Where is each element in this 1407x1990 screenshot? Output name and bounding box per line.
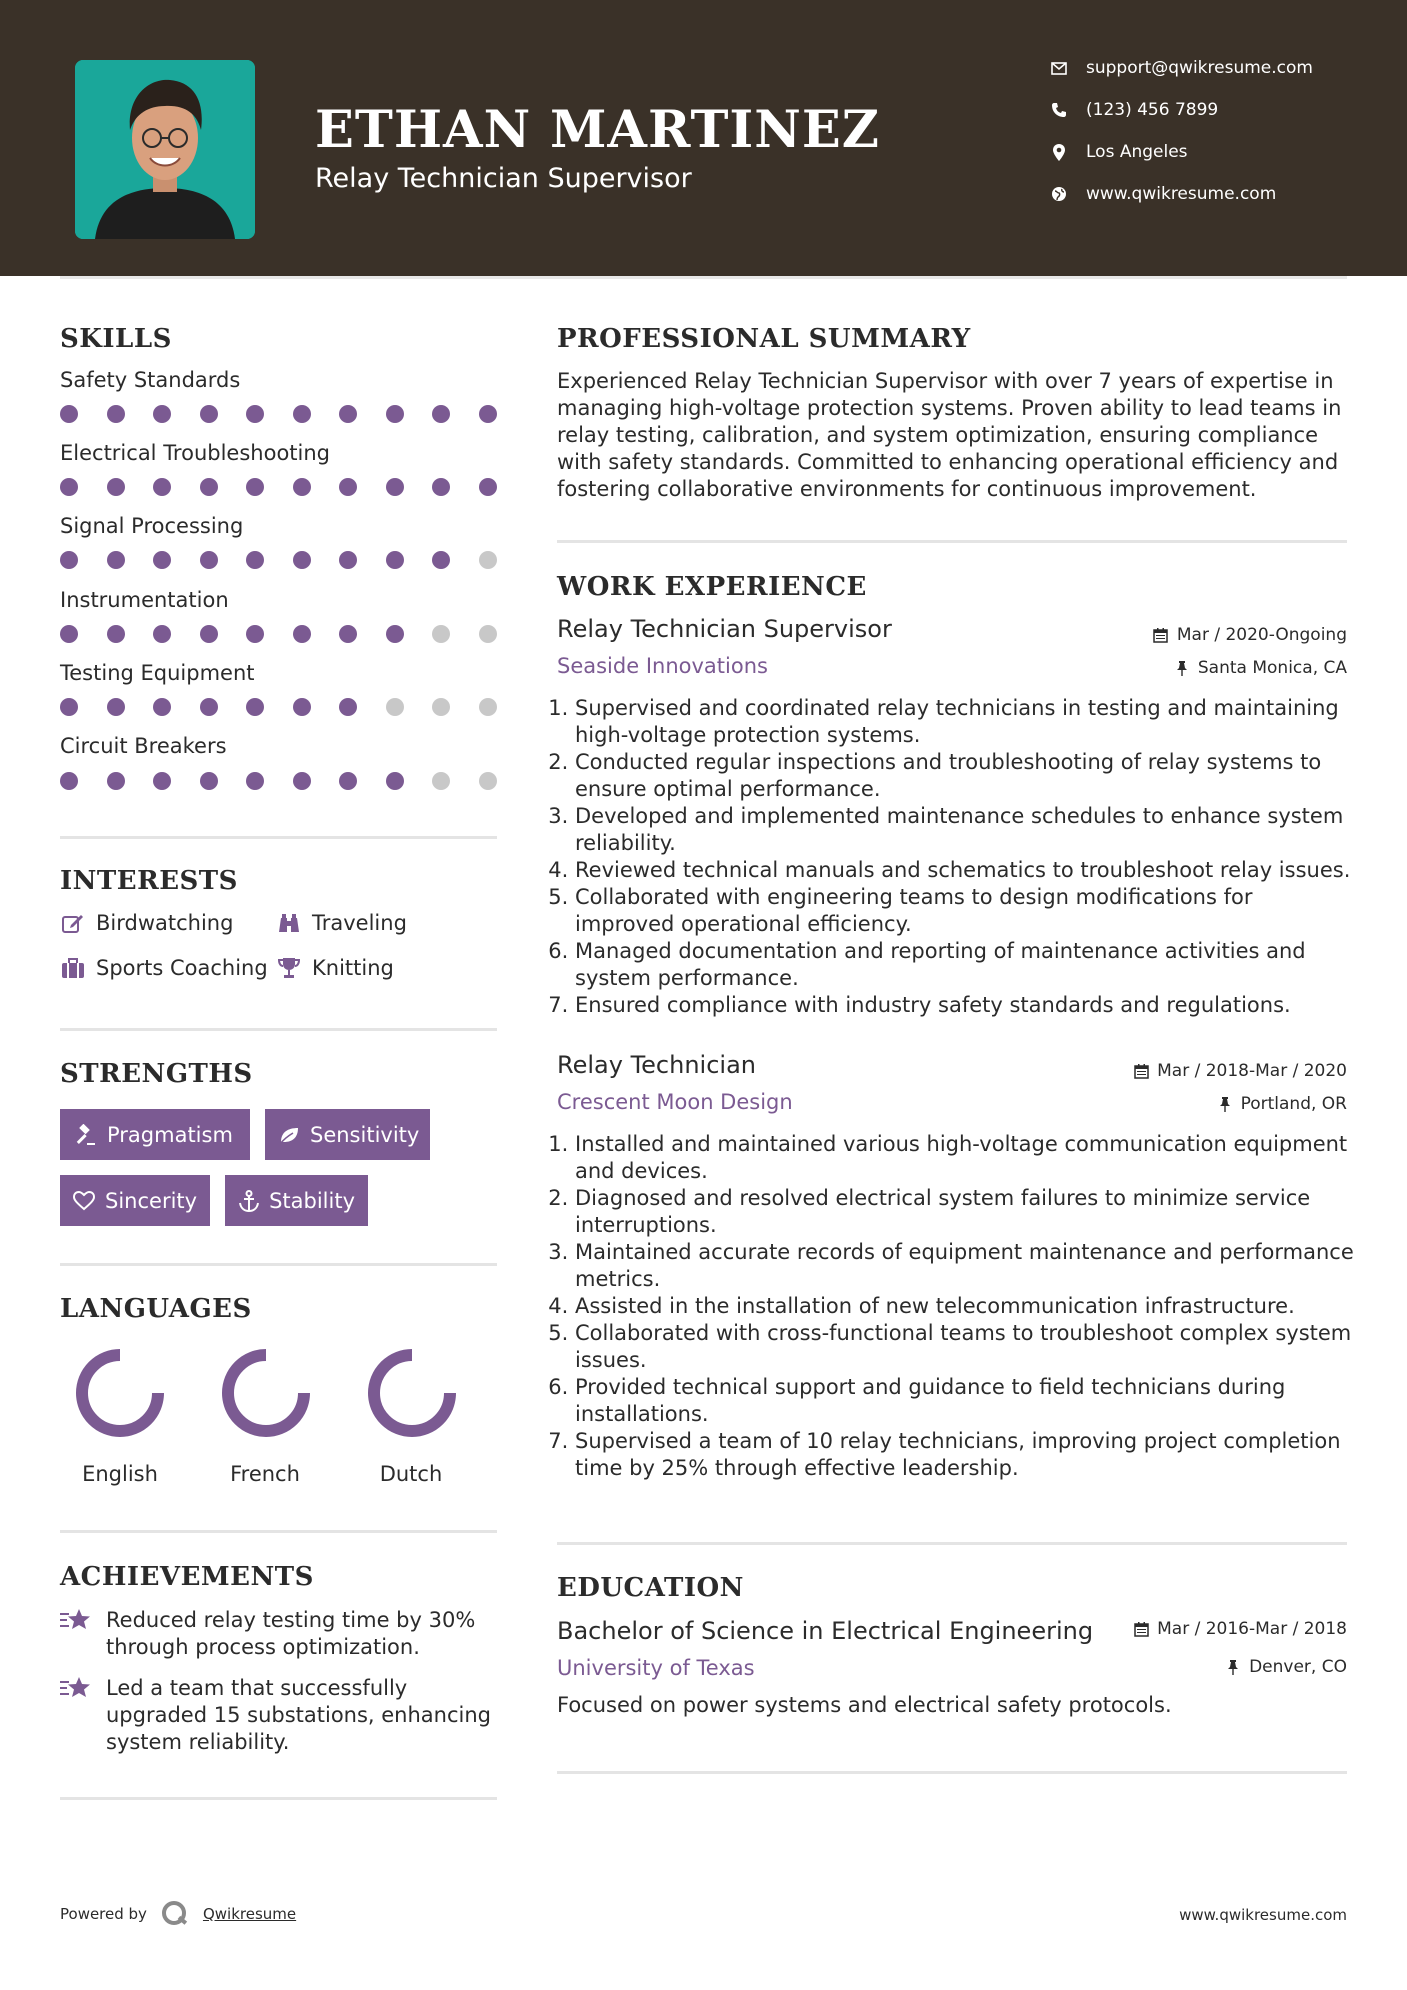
job-location-text: Santa Monica, CA [1197, 658, 1347, 678]
job-bullet: 7. Ensured compliance with industry safety standards and regulations. [575, 992, 1357, 1019]
strength-tag [60, 1175, 210, 1226]
skill-dot-filled [107, 698, 125, 716]
skill-name: Electrical Troubleshooting [60, 441, 331, 465]
education-dates [1133, 1619, 1347, 1639]
star-list-icon [60, 1675, 92, 1701]
footer-powered-by [60, 1900, 296, 1928]
footer-website[interactable]: www.qwikresume.com [1179, 1906, 1347, 1924]
job-bullets [557, 695, 1357, 1019]
job-bullet: 2. Diagnosed and resolved electrical system failures to minimize service interruptions. [575, 1185, 1357, 1239]
interest-label: Traveling [312, 911, 407, 935]
job-bullet: 4. Reviewed technical manuals and schematics to troubleshoot relay issues. [575, 857, 1357, 884]
skill-dot-filled [200, 698, 218, 716]
education-divider [557, 1771, 1347, 1774]
job-bullet: 6. Provided technical support and guidance to field technicians during installations. [575, 1374, 1357, 1428]
education-location-text: Denver, CO [1249, 1657, 1347, 1677]
trophy-icon [276, 956, 302, 980]
strength-label: Sensitivity [310, 1122, 420, 1147]
interest-item [60, 956, 268, 980]
thumbtack-icon [1217, 1096, 1233, 1112]
language-ring-english [82, 1355, 158, 1431]
achievements-title: ACHIEVEMENTS [60, 1562, 314, 1592]
skill-dot-empty [432, 625, 450, 643]
strength-tag [225, 1175, 368, 1226]
summary-title: PROFESSIONAL SUMMARY [557, 324, 971, 354]
skill-dot-empty [479, 772, 497, 790]
skill-dot-filled [386, 625, 404, 643]
leaf-icon [278, 1124, 300, 1146]
job-bullet: 1. Installed and maintained various high-voltage communication equipment and devices. [575, 1131, 1357, 1185]
skill-dot-filled [153, 698, 171, 716]
skill-dot-filled [432, 405, 450, 423]
language-ring-dutch [374, 1355, 450, 1431]
language-label: French [230, 1462, 300, 1486]
skill-dot-filled [107, 551, 125, 569]
contact-email[interactable] [1050, 58, 1313, 78]
contact-location [1050, 142, 1188, 162]
skill-dot-filled [479, 405, 497, 423]
education-description: Focused on power systems and electrical safety protocols. [557, 1693, 1172, 1717]
skill-dot-filled [386, 478, 404, 496]
calendar-icon [1133, 1621, 1149, 1637]
education-location [1225, 1657, 1347, 1677]
skill-dot-filled [386, 772, 404, 790]
calendar-icon [1133, 1063, 1149, 1079]
skill-dot-filled [339, 625, 357, 643]
skill-dot-filled [60, 478, 78, 496]
contact-location-text: Los Angeles [1086, 142, 1188, 162]
contact-website-text: www.qwikresume.com [1086, 184, 1277, 204]
strength-label: Pragmatism [107, 1122, 233, 1147]
interests-title: INTERESTS [60, 866, 238, 896]
pencil-square-icon [60, 911, 86, 935]
job-bullet: 7. Supervised a team of 10 relay technicians, improving project completion time by 25% through effective leadership. [575, 1428, 1357, 1482]
skill-dot-filled [386, 551, 404, 569]
skill-dot-filled [60, 625, 78, 643]
contact-phone-text: (123) 456 7899 [1086, 100, 1219, 120]
skill-dot-filled [339, 478, 357, 496]
briefcase-icon [60, 956, 86, 980]
skill-dot-filled [432, 478, 450, 496]
interest-label: Knitting [312, 956, 394, 980]
candidate-name: ETHAN MARTINEZ [315, 100, 880, 160]
skill-rating [60, 405, 505, 425]
job-bullet: 3. Maintained accurate records of equipment maintenance and performance metrics. [575, 1239, 1357, 1293]
skill-dot-empty [479, 625, 497, 643]
skill-dot-filled [153, 551, 171, 569]
job-bullet: 4. Assisted in the installation of new telecommunication infrastructure. [575, 1293, 1357, 1320]
job-dates-text: Mar / 2018-Mar / 2020 [1157, 1061, 1347, 1081]
skill-dot-filled [246, 772, 264, 790]
job-dates-text: Mar / 2020-Ongoing [1176, 625, 1347, 645]
map-pin-icon [1050, 143, 1068, 161]
skill-dot-filled [200, 625, 218, 643]
skill-dot-filled [107, 478, 125, 496]
skill-dot-empty [386, 698, 404, 716]
skill-dot-filled [432, 551, 450, 569]
interest-label: Birdwatching [96, 911, 234, 935]
job-title: Relay Technician Supervisor [557, 615, 892, 643]
interest-item [276, 956, 394, 980]
job-bullets [557, 1131, 1357, 1482]
achievements-divider [60, 1797, 497, 1800]
skill-dot-filled [153, 478, 171, 496]
interest-label: Sports Coaching [96, 956, 268, 980]
anchor-icon [238, 1190, 259, 1212]
language-level-arc [228, 1355, 304, 1431]
job-location [1217, 1094, 1347, 1114]
powered-by-text: Powered by [60, 1905, 147, 1923]
avatar-icon [75, 60, 255, 239]
achievement-text: Led a team that successfully upgraded 15 substations, enhancing system reliability. [106, 1676, 492, 1754]
heart-icon [73, 1190, 95, 1212]
job-bullet: 5. Collaborated with cross-functional teams to troubleshoot complex system issues. [575, 1320, 1357, 1374]
contact-phone[interactable] [1050, 100, 1218, 120]
achievement-text: Reduced relay testing time by 30% through process optimization. [106, 1608, 476, 1659]
degree-title: Bachelor of Science in Electrical Engineering [557, 1617, 1094, 1645]
header-divider [60, 276, 1347, 279]
skill-rating [60, 772, 505, 792]
company-name: Seaside Innovations [557, 654, 768, 678]
summary-divider [557, 540, 1347, 543]
globe-icon [1050, 185, 1068, 203]
skill-name: Safety Standards [60, 368, 241, 392]
job-dates [1153, 625, 1347, 645]
phone-icon [1050, 101, 1068, 119]
skill-name: Circuit Breakers [60, 734, 227, 758]
skill-rating [60, 478, 505, 498]
languages-divider [60, 1530, 497, 1533]
skill-dot-filled [246, 478, 264, 496]
interest-item [276, 911, 407, 935]
education-title: EDUCATION [557, 1573, 744, 1603]
strength-label: Sincerity [105, 1188, 198, 1213]
thumbtack-icon [1225, 1659, 1241, 1675]
skill-dot-empty [479, 551, 497, 569]
language-label: English [82, 1462, 158, 1486]
skill-dot-filled [200, 551, 218, 569]
skill-dot-filled [60, 772, 78, 790]
skill-dot-filled [293, 772, 311, 790]
contact-website[interactable] [1050, 184, 1276, 204]
language-level-arc [82, 1355, 158, 1431]
brand-link[interactable]: Qwikresume [202, 1905, 297, 1923]
skill-dot-filled [293, 698, 311, 716]
skill-dot-filled [60, 698, 78, 716]
skill-dot-filled [293, 405, 311, 423]
interests-divider [60, 1028, 497, 1031]
language-label: Dutch [379, 1462, 443, 1486]
experience-divider [557, 1542, 1347, 1545]
skill-dot-filled [246, 625, 264, 643]
skill-name: Testing Equipment [60, 661, 255, 685]
language-level-arc [374, 1355, 450, 1431]
skill-dot-filled [246, 698, 264, 716]
skill-dot-filled [107, 772, 125, 790]
skills-title: SKILLS [60, 324, 172, 354]
school-name: University of Texas [557, 1656, 755, 1680]
company-name: Crescent Moon Design [557, 1090, 793, 1114]
thumbtack-icon [1174, 660, 1190, 676]
skill-dot-empty [479, 698, 497, 716]
skill-name: Signal Processing [60, 514, 244, 538]
skill-dot-filled [107, 625, 125, 643]
language-rings [60, 1345, 500, 1445]
skill-dot-filled [60, 405, 78, 423]
star-list-icon [60, 1607, 92, 1633]
summary-text: Experienced Relay Technician Supervisor with over 7 years of expertise in managing high-voltage protection systems. Proven ability to lead teams in relay testing, calibration, and system optimization, ensuring compliance with safety standards. Committed to enhancing operational efficiency and fostering collaborative environments for continuous improvement. [557, 369, 1342, 501]
skill-dot-filled [246, 551, 264, 569]
job-title: Relay Technician [557, 1051, 756, 1079]
skill-dot-filled [246, 405, 264, 423]
skill-dot-filled [339, 551, 357, 569]
job-location-text: Portland, OR [1240, 1094, 1347, 1114]
skill-name: Instrumentation [60, 588, 229, 612]
strength-tag [60, 1109, 250, 1160]
skill-dot-filled [60, 551, 78, 569]
skills-divider [60, 836, 497, 839]
skill-rating [60, 551, 505, 571]
skill-dot-filled [293, 625, 311, 643]
resume-header [0, 0, 1407, 276]
skill-dot-empty [432, 772, 450, 790]
skill-dot-empty [432, 698, 450, 716]
job-dates [1133, 1061, 1347, 1081]
job-location [1174, 658, 1347, 678]
education-dates-text: Mar / 2016-Mar / 2018 [1157, 1619, 1347, 1639]
skill-dot-filled [107, 405, 125, 423]
qwikresume-logo-icon [161, 1900, 189, 1928]
skill-dot-filled [200, 405, 218, 423]
language-ring-french [228, 1355, 304, 1431]
skill-dot-filled [153, 625, 171, 643]
strengths-title: STRENGTHS [60, 1059, 253, 1089]
strength-label: Stability [269, 1188, 355, 1213]
calendar-icon [1153, 627, 1169, 643]
skill-dot-filled [153, 405, 171, 423]
achievement-item [60, 1607, 500, 1661]
skill-dot-filled [339, 698, 357, 716]
skill-dot-filled [200, 478, 218, 496]
languages-title: LANGUAGES [60, 1294, 252, 1324]
skill-dot-filled [386, 405, 404, 423]
strength-tag [265, 1109, 430, 1160]
skill-dot-filled [339, 772, 357, 790]
job-bullet: 3. Developed and implemented maintenance schedules to enhance system reliability. [575, 803, 1357, 857]
job-bullet: 6. Managed documentation and reporting of maintenance activities and system performance. [575, 938, 1357, 992]
skill-dot-filled [200, 772, 218, 790]
interest-item [60, 911, 233, 935]
gavel-icon [73, 1124, 97, 1146]
skill-rating [60, 698, 505, 718]
profile-photo [75, 60, 255, 239]
job-bullet: 1. Supervised and coordinated relay technicians in testing and maintaining high-voltage protection systems. [575, 695, 1357, 749]
envelope-icon [1050, 59, 1068, 77]
job-bullet: 2. Conducted regular inspections and troubleshooting of relay systems to ensure optimal performance. [575, 749, 1357, 803]
candidate-role: Relay Technician Supervisor [315, 163, 692, 194]
skill-dot-filled [339, 405, 357, 423]
achievement-item [60, 1675, 500, 1756]
strengths-divider [60, 1263, 497, 1266]
contact-email-text: support@qwikresume.com [1086, 58, 1313, 78]
skill-dot-filled [153, 772, 171, 790]
experience-title: WORK EXPERIENCE [557, 572, 867, 602]
skill-dot-filled [293, 478, 311, 496]
skill-rating [60, 625, 505, 645]
job-bullet: 5. Collaborated with engineering teams to design modifications for improved operational efficiency. [575, 884, 1357, 938]
binoculars-icon [276, 911, 302, 935]
skill-dot-filled [479, 478, 497, 496]
skill-dot-filled [293, 551, 311, 569]
